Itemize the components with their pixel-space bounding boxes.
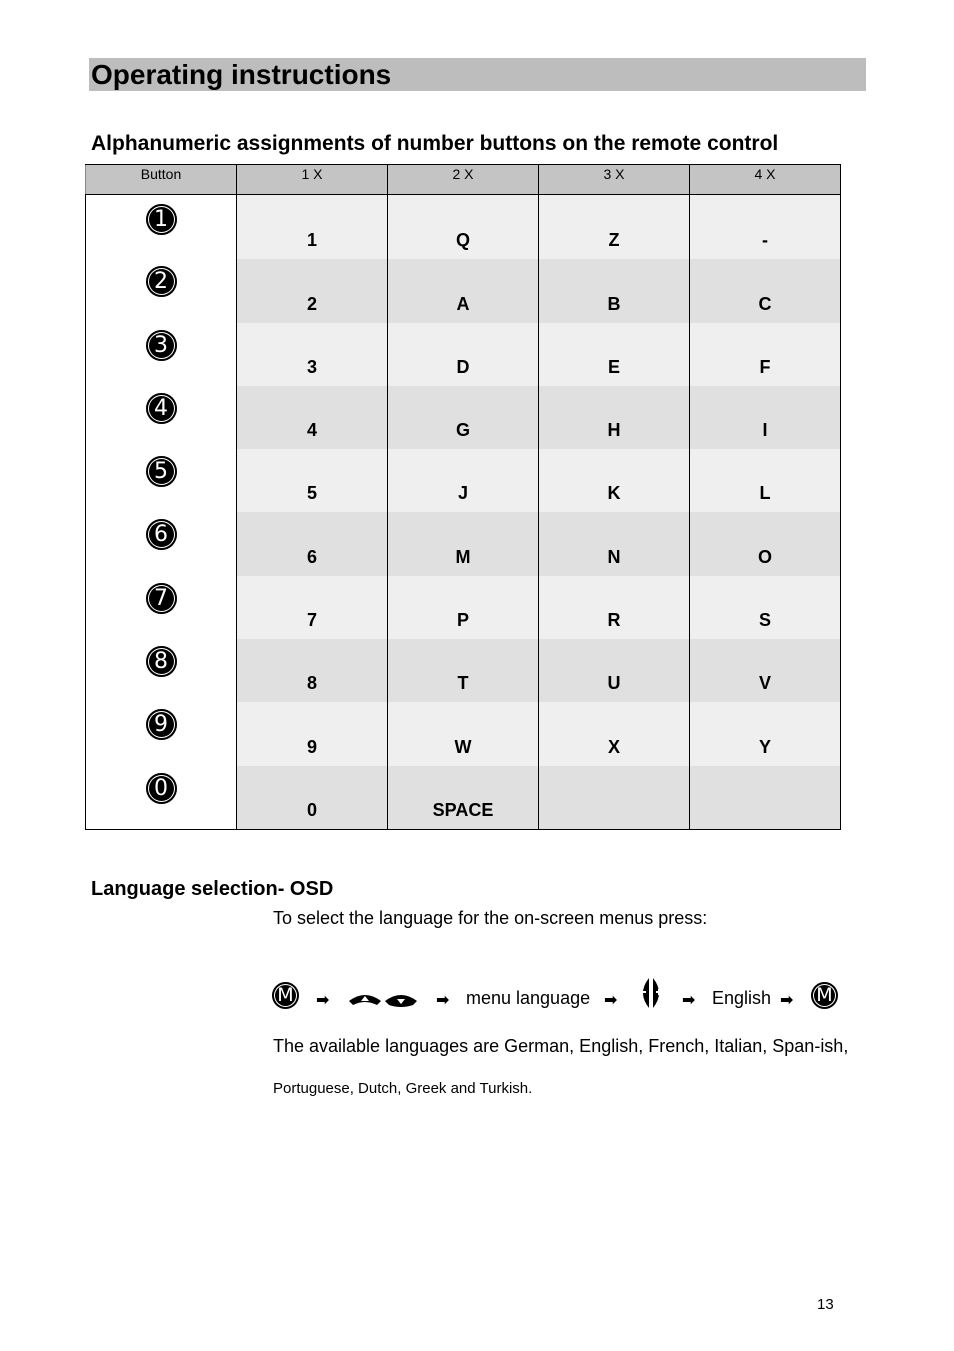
button-cell bbox=[86, 449, 237, 512]
button-cell bbox=[86, 386, 237, 449]
language-key-sequence bbox=[272, 980, 852, 1020]
english-text: English bbox=[712, 988, 772, 1008]
table-cell: O bbox=[690, 512, 841, 575]
table-cell: P bbox=[388, 576, 539, 639]
number-button-icon: 2 bbox=[146, 266, 177, 297]
button-cell bbox=[86, 512, 237, 575]
table-cell: 2 bbox=[237, 259, 388, 322]
table-cell: D bbox=[388, 323, 539, 386]
page-header-bar bbox=[89, 58, 866, 91]
number-button-icon: 7 bbox=[146, 583, 177, 614]
arrow-icon: ➡ bbox=[436, 992, 450, 1009]
menu-button-icon: M bbox=[272, 982, 299, 1009]
button-cell bbox=[86, 323, 237, 386]
table-row bbox=[86, 195, 841, 260]
available-languages-text: The available languages are German, English, French, Italian, Span-ish, bbox=[273, 1036, 849, 1056]
arrow-icon: ➡ bbox=[682, 992, 696, 1009]
assignment-table bbox=[85, 164, 841, 830]
number-button-icon: 8 bbox=[146, 646, 177, 677]
number-button-icon: 6 bbox=[146, 519, 177, 550]
table-cell: 4 bbox=[237, 386, 388, 449]
table-row bbox=[86, 702, 841, 765]
table-cell: K bbox=[539, 449, 690, 512]
table-cell: M bbox=[388, 512, 539, 575]
button-cell bbox=[86, 259, 237, 322]
table-cell: W bbox=[388, 702, 539, 765]
page-number: 13 bbox=[817, 1296, 834, 1313]
table-cell: 3 bbox=[237, 323, 388, 386]
column-header: 3 X bbox=[539, 165, 690, 195]
table-row bbox=[86, 323, 841, 386]
up-down-buttons-icon bbox=[347, 991, 419, 1009]
table-cell: X bbox=[539, 702, 690, 765]
table-cell: N bbox=[539, 512, 690, 575]
menu-button-icon: M bbox=[811, 982, 838, 1009]
table-row bbox=[86, 512, 841, 575]
table-cell: V bbox=[690, 639, 841, 702]
language-intro-text: To select the language for the on-screen menus press: bbox=[273, 908, 708, 928]
table-cell: Q bbox=[388, 195, 539, 260]
page-title: Operating instructions bbox=[91, 59, 392, 90]
table-cell: Z bbox=[539, 195, 690, 260]
table-cell: 0 bbox=[237, 766, 388, 830]
table-cell: 8 bbox=[237, 639, 388, 702]
table-cell: U bbox=[539, 639, 690, 702]
table-row bbox=[86, 576, 841, 639]
column-header: 4 X bbox=[690, 165, 841, 195]
table-cell: 1 bbox=[237, 195, 388, 260]
button-cell bbox=[86, 576, 237, 639]
number-button-icon: 1 bbox=[146, 204, 177, 235]
column-header: Button bbox=[86, 165, 237, 195]
table-cell: G bbox=[388, 386, 539, 449]
number-button-icon: 9 bbox=[146, 709, 177, 740]
left-right-buttons-icon bbox=[635, 976, 667, 1010]
table-cell: C bbox=[690, 259, 841, 322]
table-cell: 7 bbox=[237, 576, 388, 639]
column-header: 1 X bbox=[237, 165, 388, 195]
table-row bbox=[86, 766, 841, 830]
menu-language-text: menu language bbox=[466, 988, 591, 1008]
table-cell: J bbox=[388, 449, 539, 512]
button-cell bbox=[86, 702, 237, 765]
table-row bbox=[86, 639, 841, 702]
table-row bbox=[86, 386, 841, 449]
number-button-icon: 5 bbox=[146, 456, 177, 487]
table-cell bbox=[690, 766, 841, 830]
table-row bbox=[86, 449, 841, 512]
arrow-icon: ➡ bbox=[604, 992, 618, 1009]
arrow-icon: ➡ bbox=[780, 992, 794, 1009]
table-cell: SPACE bbox=[388, 766, 539, 830]
table-cell: I bbox=[690, 386, 841, 449]
table-cell: Y bbox=[690, 702, 841, 765]
table-row bbox=[86, 259, 841, 322]
table-cell: E bbox=[539, 323, 690, 386]
table-cell: L bbox=[690, 449, 841, 512]
table-cell: A bbox=[388, 259, 539, 322]
table-cell: S bbox=[690, 576, 841, 639]
number-button-icon: 0 bbox=[146, 773, 177, 804]
column-header: 2 X bbox=[388, 165, 539, 195]
section-title-language: Language selection- OSD bbox=[91, 878, 334, 900]
number-button-icon: 3 bbox=[146, 330, 177, 361]
table-cell: R bbox=[539, 576, 690, 639]
table-cell: 6 bbox=[237, 512, 388, 575]
button-cell bbox=[86, 766, 237, 830]
table-cell: F bbox=[690, 323, 841, 386]
section-title-alphanumeric: Alphanumeric assignments of number buttons on the remote control bbox=[91, 132, 779, 155]
button-cell bbox=[86, 639, 237, 702]
table-cell: 9 bbox=[237, 702, 388, 765]
table-cell: B bbox=[539, 259, 690, 322]
table-cell: - bbox=[690, 195, 841, 260]
number-button-icon: 4 bbox=[146, 393, 177, 424]
table-cell: H bbox=[539, 386, 690, 449]
arrow-icon: ➡ bbox=[316, 992, 330, 1009]
table-cell bbox=[539, 766, 690, 830]
table-header-row bbox=[86, 165, 841, 195]
button-cell bbox=[86, 195, 237, 260]
table-cell: T bbox=[388, 639, 539, 702]
available-languages-text-2: Portuguese, Dutch, Greek and Turkish. bbox=[273, 1080, 533, 1097]
table-cell: 5 bbox=[237, 449, 388, 512]
